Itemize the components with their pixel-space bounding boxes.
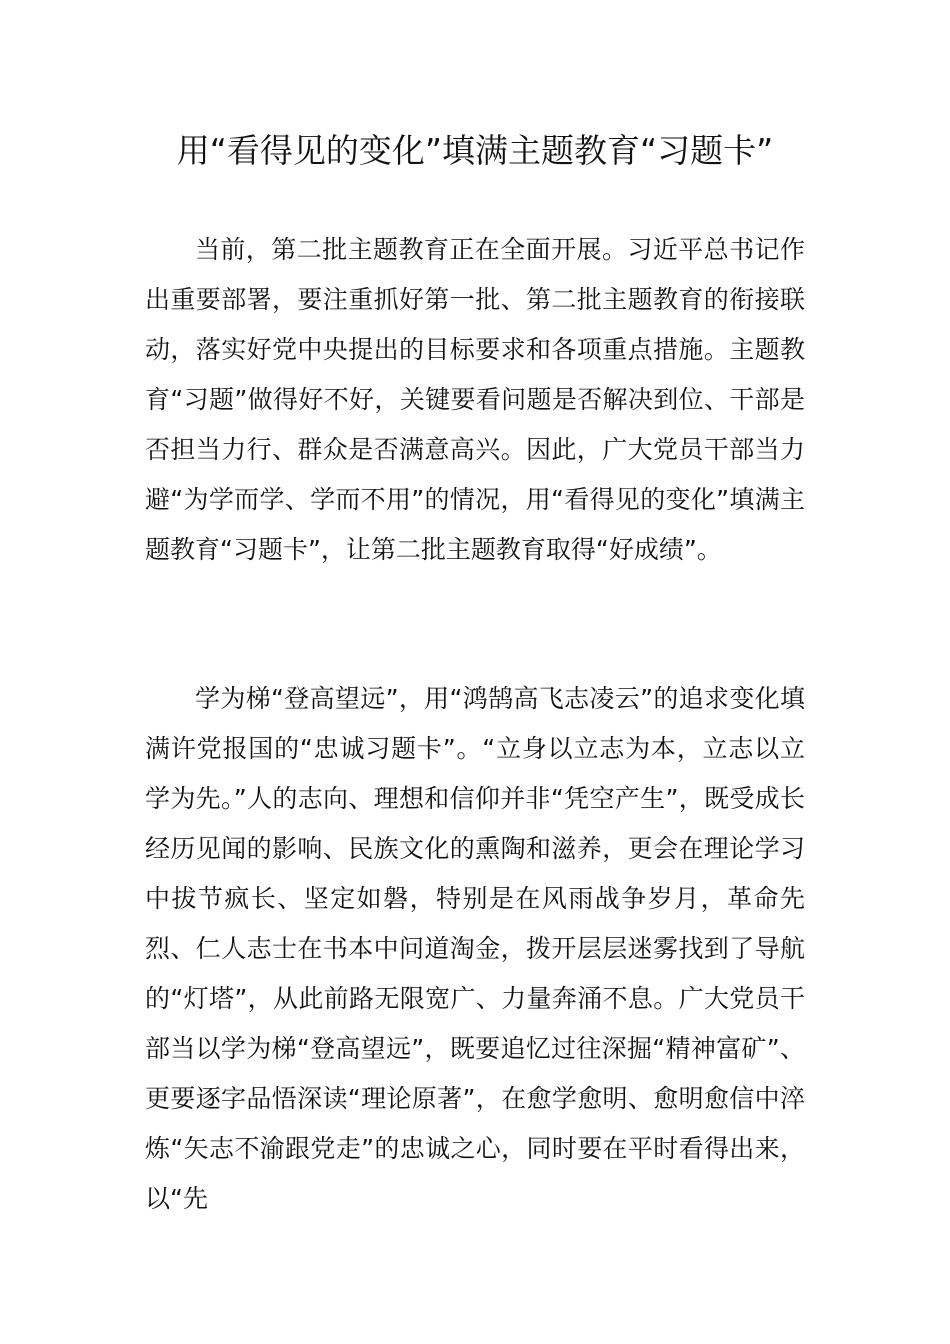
paragraph-1: 当前，第二批主题教育正在全面开展。习近平总书记作出重要部署，要注重抓好第一批、第二批主题教育的衔接联动，落实好党中央提出的目标要求和各项重点措施。主题教育“习题”做得好不好，关键要看问题是否解决到位、干部是否担当力行、群众是否满意高兴。因此，广大党员干部当力避“为学而学、学而不用”的情况，用“看得见的变化”填满主题教育“习题卡”，让第二批主题教育取得“好成绩”。 (145, 235, 805, 564)
document-title: 用“看得见的变化”填满主题教育“习题卡” (176, 131, 774, 170)
paragraph-2: 学为梯“登高望远”，用“鸿鹄高飞志凌云”的追求变化填满许党报国的“忠诚习题卡”。“立身以立志为本，立志以立学为先。”人的志向、理想和信仰并非“凭空产生”，既受成长经历见闻的影响、民族文化的熏陶和滋养，更会在理论学习中拔节疯长、坚定如磐，特别是在风雨战争岁月，革命先烈、仁人志士在书本中问道淘金，拨开层层迷雾找到了导航的“灯塔”，从此前路无限宽广、力量奔涌不息。广大党员干部当以学为梯“登高望远”，既要追忆过往深掘“精神富矿”、更要逐字品悟深读“理论原著”，在愈学愈明、愈明愈信中淬炼“矢志不渝跟党走”的忠诚之心，同时要在平时看得出来，以“先 (145, 684, 805, 1213)
